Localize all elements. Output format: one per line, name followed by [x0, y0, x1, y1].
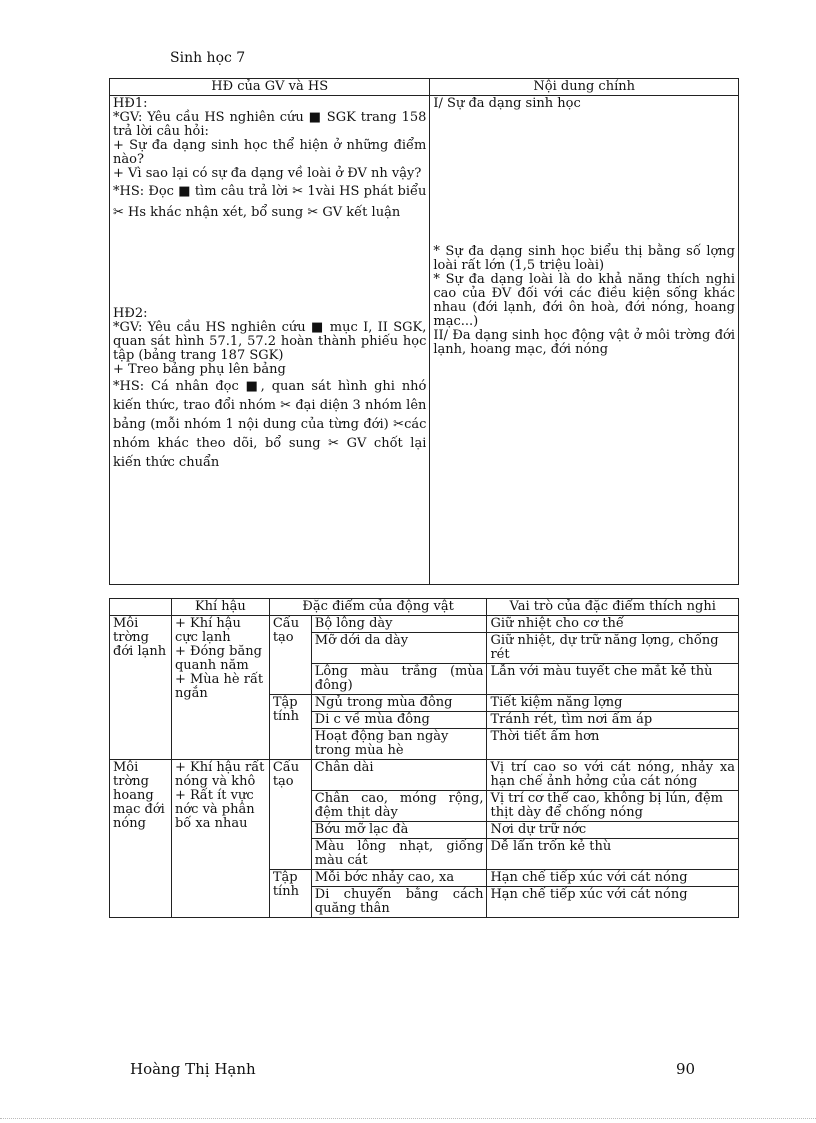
col-header-climate: Khí hậu [171, 599, 269, 616]
role-cell: Tránh rét, tìm nơi ấm áp [487, 712, 739, 729]
role-cell: Lẫn với màu tuyết che mắt kẻ thù [487, 664, 739, 695]
activity-line: + Sự đa dạng sinh học thể hiện ở những điểm nào? [113, 138, 427, 167]
feature-cell: Màu lông nhạt, giống màu cát [311, 839, 487, 870]
role-cell: Hạn chế tiếp xúc với cát nóng [487, 870, 739, 887]
activity-line: *HS: Đọc ■ tìm câu trả lời ✂ 1vài HS phát biểu ✂ Hs khác nhận xét, bổ sung ✂ GV kết luận [113, 184, 427, 220]
role-cell: Hạn chế tiếp xúc với cát nóng [487, 887, 739, 918]
footer-author: Hoàng Thị Hạnh [130, 1060, 256, 1078]
col-header-env [110, 599, 172, 616]
role-cell: Thời tiết ấm hơn [487, 729, 739, 760]
env-desert: Môi trờng hoang mạc đới nóng [110, 760, 172, 918]
lesson-activity-table [109, 78, 739, 585]
role-cell: Giữ nhiệt, dự trữ năng lợng, chống rét [487, 633, 739, 664]
content-line: * Sự đa dạng loài là do khả năng thích nghi cao của ĐV đối với các điều kiện sống khác nhau (đới lạnh, đới ôn hoà, đới nóng, hoang mạc...) [433, 272, 735, 329]
col-header-content: Nội dung chính [430, 79, 739, 96]
content-line: I/ Sự đa dạng sinh học [433, 97, 581, 111]
role-cell: Tiết kiệm năng lợng [487, 695, 739, 712]
activity-line: *HS: Cá nhân đọc ■, quan sát hình ghi nhớ kiến thức, trao đổi nhóm ✂ đại diện 3 nhóm lên bảng (mỗi nhóm 1 nội dung của từng đới) ✂các nhóm khác theo dõi, bổ sung ✂ GV chốt lại kiến thức chuẩn [113, 379, 427, 470]
feature-cell: Di chuyển bằng cách quăng thân [311, 887, 487, 918]
feature-cell: Chân cao, móng rộng, đệm thịt dày [311, 791, 487, 822]
content-cell [430, 96, 739, 585]
feature-cell: Lông màu trắng (mùa đông) [311, 664, 487, 695]
feature-cell: Chân dài [311, 760, 487, 791]
page-bottom-divider [0, 1118, 816, 1119]
env-cold: Môi trờng đới lạnh [110, 616, 172, 760]
adaptation-table [109, 598, 739, 918]
type-structure: Cấu tạo [269, 760, 311, 870]
type-structure: Cấu tạo [269, 616, 311, 695]
type-behavior: Tập tính [269, 870, 311, 918]
activities-cell [110, 96, 430, 585]
activity-line: + Treo bảng phụ lên bảng [113, 362, 286, 377]
feature-cell: Di c về mùa đông [311, 712, 487, 729]
role-cell: Giữ nhiệt cho cơ thể [487, 616, 739, 633]
feature-cell: Hoạt động ban ngày trong mùa hè [311, 729, 487, 760]
feature-cell: Bộ lông dày [311, 616, 487, 633]
feature-cell: Bớu mỡ lạc đà [311, 822, 487, 839]
content-line: * Sự đa dạng sinh học biểu thị bằng số lợng loài rất lớn (1,5 triệu loài) [433, 244, 735, 273]
role-cell: Nơi dự trữ nớc [487, 822, 739, 839]
activity-line: HĐ2: [113, 306, 148, 321]
content-line: II/ Đa dạng sinh học động vật ở môi trờng đới lạnh, hoang mạc, đới nóng [433, 328, 735, 357]
type-behavior: Tập tính [269, 695, 311, 760]
climate-desert: + Khí hậu rất nóng và khô + Rất ít vực nớc và phân bố xa nhau [171, 760, 269, 918]
activity-line: HĐ1: [113, 97, 148, 111]
col-header-features: Đặc điểm của động vật [269, 599, 487, 616]
activity-line: *GV: Yêu cầu HS nghiên cứu ■ mục I, II SGK, quan sát hình 57.1, 57.2 hoàn thành phiếu học tập (bảng trang 187 SGK) [113, 320, 427, 363]
spacer [433, 111, 735, 245]
climate-cold: + Khí hậu cực lạnh + Đóng băng quanh năm + Mùa hè rất ngắn [171, 616, 269, 760]
role-cell: Vị trí cao so với cát nóng, nhảy xa hạn chế ảnh hởng của cát nóng [487, 760, 739, 791]
role-cell: Vị trí cơ thể cao, không bị lún, đệm thịt dày để chống nóng [487, 791, 739, 822]
activity-line: *GV: Yêu cầu HS nghiên cứu ■ SGK trang 158 trả lời câu hỏi: [113, 110, 427, 139]
activity-line: + Vì sao lại có sự đa dạng về loài ở ĐV nh vậy? [113, 166, 422, 181]
feature-cell: Mỡ dới da dày [311, 633, 487, 664]
col-header-activities: HĐ của GV và HS [110, 79, 430, 96]
spacer [113, 223, 426, 307]
feature-cell: Mỗi bớc nhảy cao, xa [311, 870, 487, 887]
footer-page-number: 90 [676, 1060, 696, 1078]
page-header: Sinh học 7 [170, 50, 246, 66]
col-header-role: Vai trò của đặc điểm thích nghi [487, 599, 739, 616]
role-cell: Dễ lẩn trốn kẻ thù [487, 839, 739, 870]
feature-cell: Ngủ trong mùa đông [311, 695, 487, 712]
